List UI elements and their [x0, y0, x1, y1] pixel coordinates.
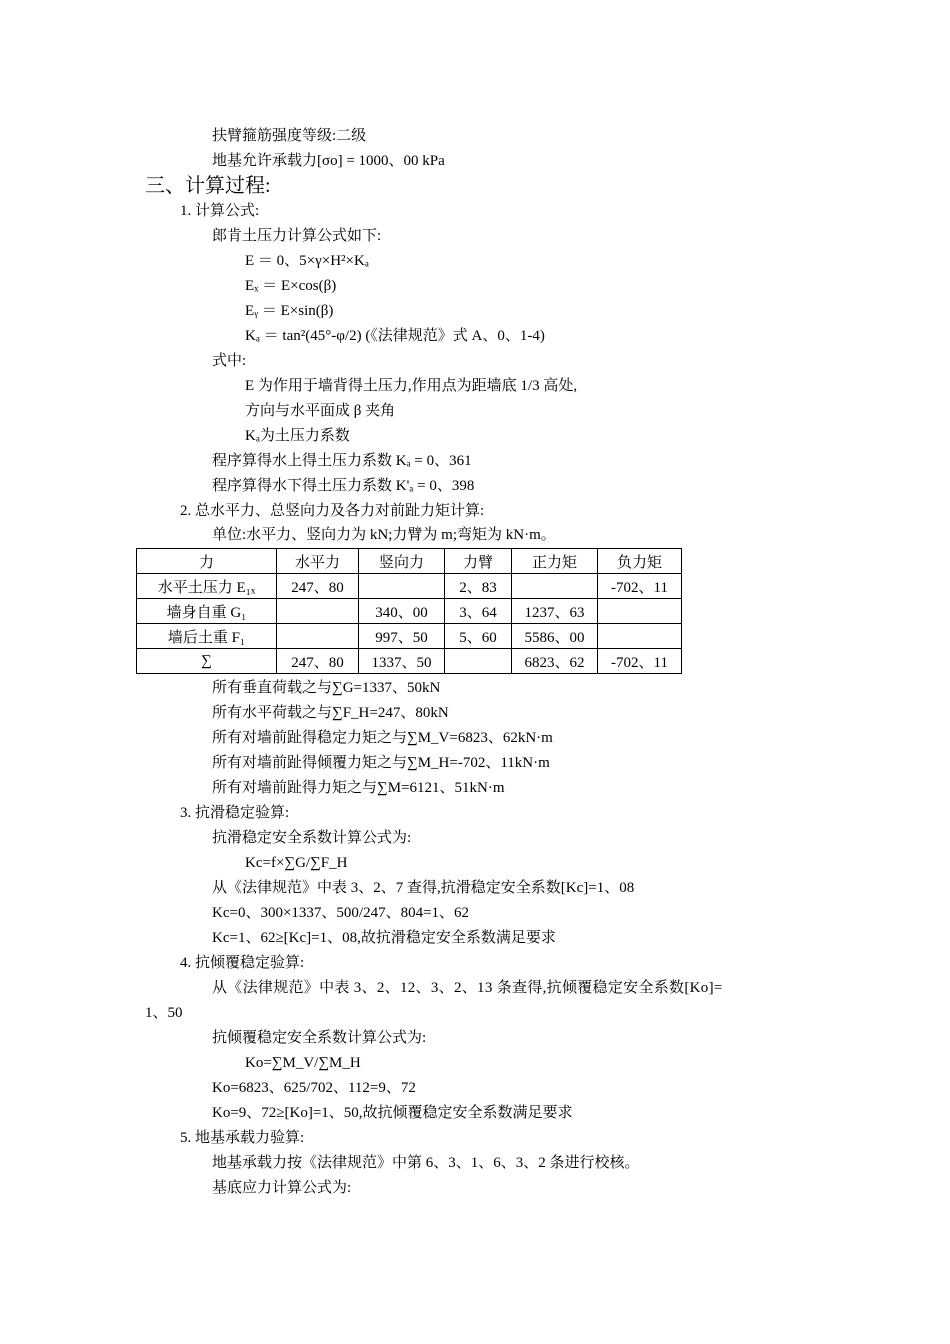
- table-cell: 1237、63: [512, 599, 598, 624]
- table-cell: [277, 599, 359, 624]
- table-row: [137, 574, 682, 599]
- text-line: 单位:水平力、竖向力为 kN;力臂为 m;弯矩为 kN·m。: [212, 527, 556, 543]
- formula-line: Eₓ ＝ E×cos(β): [245, 278, 337, 294]
- table-cell: [445, 649, 512, 674]
- table-cell: -702、11: [598, 574, 682, 599]
- table-cell: [277, 624, 359, 649]
- table-cell: 5、60: [445, 624, 512, 649]
- text-line: 抗滑稳定安全系数计算公式为:: [212, 830, 412, 846]
- section-heading: 三、计算过程:: [145, 175, 271, 197]
- table-cell: [359, 574, 445, 599]
- text-line: 程序算得水上得土压力系数 Kₐ = 0、361: [212, 453, 472, 469]
- table-header-row: [137, 549, 682, 574]
- table-cell: 247、80: [277, 649, 359, 674]
- text-line: 所有对墙前趾得稳定力矩之与∑M_V=6823、62kN·m: [212, 730, 553, 746]
- force-table: [136, 548, 682, 674]
- table-cell: 340、00: [359, 599, 445, 624]
- table-cell: 水平土压力 E₁ₓ: [137, 574, 277, 599]
- table-cell: 3、64: [445, 599, 512, 624]
- table-header-cell: 正力矩: [512, 549, 598, 574]
- table-cell: 墙身自重 G₁: [137, 599, 277, 624]
- table-cell: 247、80: [277, 574, 359, 599]
- text-line: 所有垂直荷载之与∑G=1337、50kN: [212, 680, 441, 696]
- table-cell: 2、83: [445, 574, 512, 599]
- table-cell: [598, 599, 682, 624]
- formula-line: Ko=∑M_V/∑M_H: [245, 1055, 361, 1071]
- subsection-heading: 1. 计算公式:: [180, 203, 260, 219]
- table-cell: 997、50: [359, 624, 445, 649]
- text-line: Ko=9、72≥[Ko]=1、50,故抗倾覆稳定安全系数满足要求: [212, 1105, 573, 1121]
- table-header-cell: 负力矩: [598, 549, 682, 574]
- text-line: 扶臂箍筋强度等级:二级: [212, 128, 367, 144]
- table-header-cell: 水平力: [277, 549, 359, 574]
- subsection-heading: 2. 总水平力、总竖向力及各力对前趾力矩计算:: [180, 503, 485, 519]
- text-line: 程序算得水下得土压力系数 K'ₐ = 0、398: [212, 478, 475, 494]
- table-row: [137, 599, 682, 624]
- formula-line: Eᵧ ＝ E×sin(β): [245, 303, 334, 319]
- text-line: 1、50: [145, 1005, 183, 1021]
- subsection-heading: 5. 地基承载力验算:: [180, 1130, 305, 1146]
- text-line: Kₐ为土压力系数: [245, 428, 350, 444]
- text-line: E 为作用于墙背得土压力,作用点为距墙底 1/3 高处,: [245, 378, 578, 394]
- text-line: 地基允许承载力[σo] = 1000、00 kPa: [212, 153, 445, 169]
- table-header-cell: 竖向力: [359, 549, 445, 574]
- text-line: Kc=1、62≥[Kc]=1、08,故抗滑稳定安全系数满足要求: [212, 930, 556, 946]
- text-line: 所有对墙前趾得力矩之与∑M=6121、51kN·m: [212, 780, 505, 796]
- table-cell: 6823、62: [512, 649, 598, 674]
- formula-line: Kₐ ＝ tan²(45°-φ/2) (《法律规范》式 A、0、1-4): [245, 328, 545, 344]
- text-line: 所有对墙前趾得倾覆力矩之与∑M_H=-702、11kN·m: [212, 755, 550, 771]
- subsection-heading: 4. 抗倾覆稳定验算:: [180, 955, 305, 971]
- table-cell: [512, 574, 598, 599]
- text-line: 所有水平荷载之与∑F_H=247、80kN: [212, 705, 449, 721]
- table-cell: -702、11: [598, 649, 682, 674]
- text-line: Ko=6823、625/702、112=9、72: [212, 1080, 416, 1096]
- table-cell: 墙后土重 F₁: [137, 624, 277, 649]
- text-line: 方向与水平面成 β 夹角: [245, 403, 396, 419]
- formula-line: E ＝ 0、5×γ×H²×Kₐ: [245, 253, 369, 269]
- table-cell: ∑: [137, 649, 277, 674]
- table-cell: 1337、50: [359, 649, 445, 674]
- text-line: 抗倾覆稳定安全系数计算公式为:: [212, 1030, 427, 1046]
- subsection-heading: 3. 抗滑稳定验算:: [180, 805, 290, 821]
- text-line: 地基承载力按《法律规范》中第 6、3、1、6、3、2 条进行校核。: [212, 1155, 640, 1171]
- table-total-row: [137, 649, 682, 674]
- text-line: Kc=0、300×1337、500/247、804=1、62: [212, 905, 470, 921]
- text-line: 从《法律规范》中表 3、2、7 查得,抗滑稳定安全系数[Kc]=1、08: [212, 880, 635, 896]
- text-line: 式中:: [212, 353, 247, 369]
- table-header-cell: 力: [137, 549, 277, 574]
- table-header-cell: 力臂: [445, 549, 512, 574]
- table-cell: [598, 624, 682, 649]
- text-line: 从《法律规范》中表 3、2、12、3、2、13 条查得,抗倾覆稳定安全系数[Ko]=: [212, 980, 723, 996]
- text-line: 郎肯土压力计算公式如下:: [212, 228, 382, 244]
- text-line: 基底应力计算公式为:: [212, 1180, 352, 1196]
- table-cell: 5586、00: [512, 624, 598, 649]
- table-row: [137, 624, 682, 649]
- formula-line: Kc=f×∑G/∑F_H: [245, 855, 348, 871]
